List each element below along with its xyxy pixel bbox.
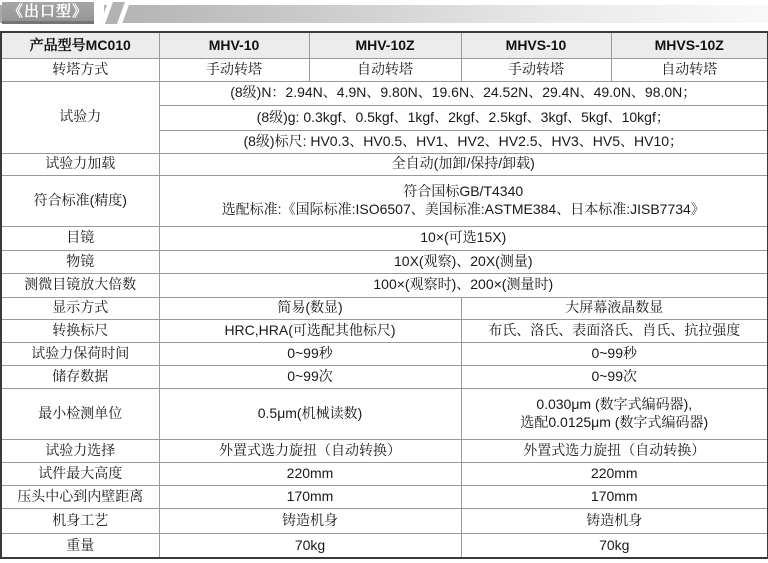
cell-test-force-scale: (8级)标尺: HV0.3、HV0.5、HV1、HV2、HV2.5、HV3、HV5、HV10； [159,130,768,153]
label-body-construction: 机身工艺 [1,508,159,533]
label-display-mode: 显示方式 [1,297,159,319]
top-banner [0,0,768,31]
header-product-model: 产品型号MC010 [1,32,159,58]
cell-conversion-scale-left: HRC,HRA(可选配其他标尺) [159,319,461,342]
cell-micro-magnification: 100×(观察时)、200×(测量时) [159,273,768,297]
cell-turret-mhv10: 手动转塔 [159,58,309,81]
cell-test-force-kgf: (8级)g: 0.3kgf、0.5kgf、1kgf、2kgf、2.5kgf、3kgf、5kgf、10kgf； [159,105,768,130]
cell-display-mode-left: 简易(数显) [159,297,461,319]
table-row [1,439,768,462]
cell-turret-mhv10z: 自动转塔 [309,58,461,81]
cell-dwell-time-right: 0~99秒 [461,342,768,365]
label-conversion-scale: 转换标尺 [1,319,159,342]
cell-min-unit-left: 0.5μm(机械读数) [159,388,461,439]
spec-table [0,31,768,559]
cell-objective: 10X(观察)、20X(测量) [159,250,768,273]
cell-conversion-scale-right: 布氏、洛氏、表面洛氏、肖氏、抗拉强度 [461,319,768,342]
cell-data-storage-left: 0~99次 [159,365,461,388]
label-force-selection: 试验力选择 [1,439,159,462]
table-row [1,250,768,273]
header-mhvs10: MHVS-10 [461,32,611,58]
cell-max-specimen-height-left: 220mm [159,462,461,485]
table-row [1,226,768,250]
cell-test-force-newton: (8级)N：2.94N、4.9N、9.80N、19.6N、24.52N、29.4N、49.0N、98.0N； [159,81,768,105]
header-mhv10: MHV-10 [159,32,309,58]
header-mhvs10z: MHVS-10Z [611,32,768,58]
cell-force-loading: 全自动(加卸/保持/卸载) [159,153,768,175]
table-row [1,485,768,508]
table-row [1,365,768,388]
cell-weight-left: 70kg [159,533,461,558]
table-row [1,153,768,175]
label-force-loading: 试验力加载 [1,153,159,175]
cell-turret-mhvs10: 手动转塔 [461,58,611,81]
min-unit-right-line2: 选配0.0125μm (数字式编码器) [520,413,709,430]
cell-turret-mhvs10z: 自动转塔 [611,58,768,81]
table-row [1,342,768,365]
table-row [1,58,768,81]
label-throat-depth: 压头中心到内壁距离 [1,485,159,508]
label-data-storage: 储存数据 [1,365,159,388]
tab-export-type[interactable]: 《出口型》 [2,2,94,24]
cell-body-construction-left: 铸造机身 [159,508,461,533]
label-turret: 转塔方式 [1,58,159,81]
table-row [1,462,768,485]
cell-throat-depth-right: 170mm [461,485,768,508]
table-row [1,388,768,439]
cell-max-specimen-height-right: 220mm [461,462,768,485]
cell-standards [159,175,768,226]
table-row [1,508,768,533]
cell-throat-depth-left: 170mm [159,485,461,508]
header-mhv10z: MHV-10Z [309,32,461,58]
cell-display-mode-right: 大屏幕液晶数显 [461,297,768,319]
label-dwell-time: 试验力保荷时间 [1,342,159,365]
cell-dwell-time-left: 0~99秒 [159,342,461,365]
label-test-force: 试验力 [1,81,159,153]
label-objective: 物镜 [1,250,159,273]
table-row [1,175,768,226]
table-header-row [1,32,768,58]
cell-data-storage-right: 0~99次 [461,365,768,388]
standards-line2: 选配标准:《国际标准:ISO6507、美国标准:ASTME384、日本标准:JISB7734》 [221,200,705,217]
label-weight: 重量 [1,533,159,558]
cell-weight-right: 70kg [461,533,768,558]
table-row [1,319,768,342]
table-row [1,297,768,319]
cell-force-selection-left: 外置式选力旋扭（自动转换） [159,439,461,462]
standards-line1: 符合国标GB/T4340 [403,183,524,199]
label-micro-magnification: 测微目镜放大倍数 [1,273,159,297]
label-max-specimen-height: 试件最大高度 [1,462,159,485]
cell-min-unit-right [461,388,768,439]
cell-body-construction-right: 铸造机身 [461,508,768,533]
table-row [1,81,768,105]
label-eyepiece: 目镜 [1,226,159,250]
table-row [1,273,768,297]
label-standards: 符合标准(精度) [1,175,159,226]
cell-force-selection-right: 外置式选力旋扭（自动转换） [461,439,768,462]
table-row [1,533,768,558]
cell-eyepiece: 10×(可选15X) [159,226,768,250]
min-unit-right-line1: 0.030μm (数字式编码器), [536,396,693,412]
label-min-unit: 最小检测单位 [1,388,159,439]
